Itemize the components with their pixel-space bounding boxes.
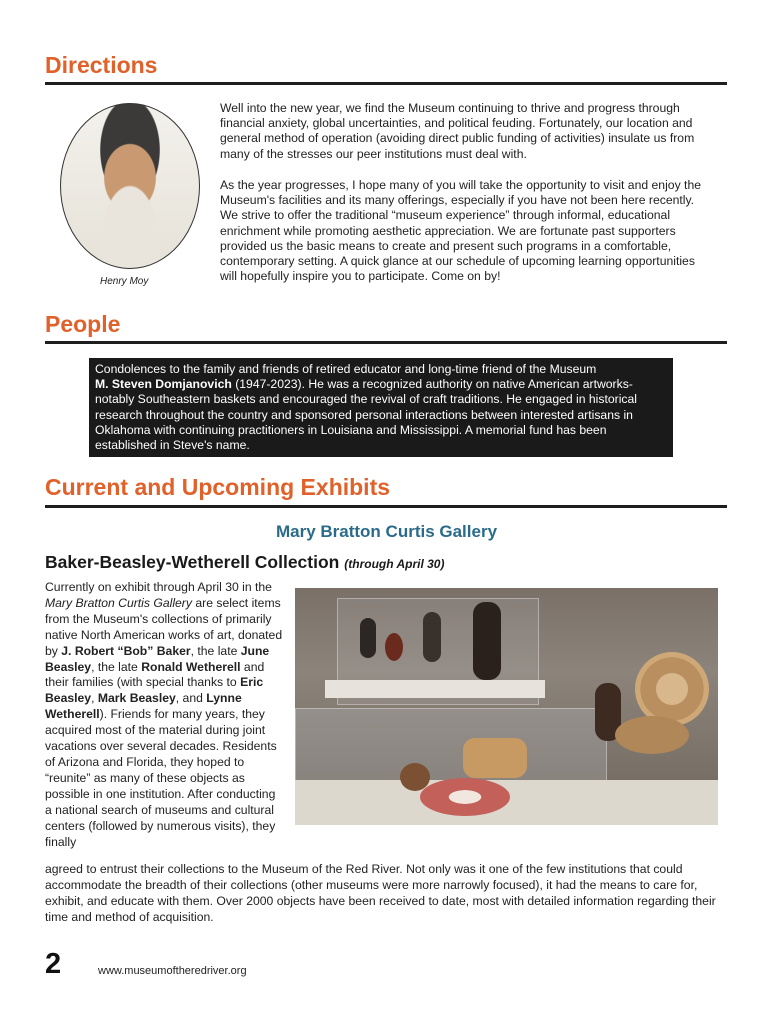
footer-url[interactable]: www.museumoftheredriver.org [98, 965, 247, 977]
portrait-photo [60, 103, 200, 269]
exhibit-photo [295, 588, 718, 825]
condolence-box [89, 358, 673, 457]
exhibit-text: , the late [190, 643, 241, 658]
thanks-name: Eric Beasley [45, 675, 264, 706]
people-heading: People [45, 311, 121, 337]
exhibit-text: and their families (with special thanks to [45, 659, 265, 690]
donor-name: Ronald Wetherell [141, 659, 241, 674]
section-rule [45, 505, 727, 508]
exhibit-text: ). Friends for many years, they acquired most of the material during joint vacations over several decades. Residents of Arizona and Florida, they hoped to “reunite” as many of these objects as possible in one institution. After conducting a national search of museums and cultural centers (followed by numerous visits), they finally [45, 707, 277, 849]
page-number: 2 [45, 948, 62, 980]
thanks-name: Mark Beasley [97, 691, 176, 706]
collection-title-text: Baker-Beasley-Wetherell Collection [45, 552, 340, 572]
exhibit-text: , the late [91, 659, 142, 674]
directions-heading: Directions [45, 52, 158, 78]
exhibit-body-column [45, 580, 285, 850]
exhibit-text: Currently on exhibit through April 30 in the [45, 580, 272, 594]
collection-dates: (through April 30) [344, 557, 445, 571]
directions-paragraph-2: As the year progresses, I hope many of you will take the opportunity to visit and enjoy the Museum's facilities and its many offerings, especially if you have not been here recently. We strive to offer the traditional “museum experience” through informal, educational enrichment while promoting aesthetic appreciation. We are fortunate past supporters provided us the basic means to create and present such programs in a comfortable, contemporary setting. A quick glance at our schedule of upcoming learning opportunities will hopefully inspire you to participate. Come on by! [220, 178, 701, 284]
mask-object [423, 612, 441, 662]
basket-object [463, 738, 527, 778]
condolence-intro: Condolences to the family and friends of retired educator and long-time friend of the Museum [95, 362, 597, 376]
collection-title [45, 552, 444, 573]
mask-object [360, 618, 376, 658]
thanks-name: Lynne Wetherell [45, 691, 242, 722]
basket-tray [635, 652, 709, 726]
gallery-name: Mary Bratton Curtis Gallery [275, 522, 498, 541]
directions-paragraph-1: Well into the new year, we find the Museum continuing to thrive and progress through financial anxiety, global uncertainties, and political feuding. Fortunately, our location and general method of operation (avoiding direct public funding of activities) insulate us from many of the stresses our peer institutions must deal with. [220, 101, 695, 161]
mask-object [385, 633, 403, 661]
exhibit-text: are select items from the Museum's collections of primarily native North American works of art, donated by [45, 595, 283, 658]
section-rule [45, 341, 727, 344]
donor-name: June Beasley [45, 643, 270, 674]
basket-object [615, 716, 689, 754]
exhibit-text: , and [175, 691, 207, 706]
exhibit-body-full: agreed to entrust their collections to the Museum of the Red River. Not only was it one of the few institutions that could accommodate the breadth of their collections (other museums were more narrowly focused), it had the means to care for, exhibit, and educate with them. Over 2000 objects have been received to date, most with detailed information regarding their time and method of acquisition. [45, 862, 716, 924]
exhibit-text: , [91, 691, 98, 706]
display-shelf [325, 680, 545, 698]
condolence-text: (1947-2023). He was a recognized authority on native American artworks-notably Southeastern baskets and encouraged the revival of craft traditions. He engaged in historical research throughout the country and sponsored personal interactions between interested artisans in Oklahoma with continuing practitioners in Louisiana and Mississippi. A memorial fund has been established in Steve's name. [95, 377, 637, 453]
donor-name: J. Robert “Bob” Baker [61, 643, 191, 658]
gallery-mention: Mary Bratton Curtis Gallery [45, 595, 192, 610]
condolence-name: M. Steven Domjanovich [95, 377, 232, 392]
pottery-bowl [420, 778, 510, 816]
exhibits-heading: Current and Upcoming Exhibits [45, 474, 391, 500]
portrait-caption: Henry Moy [100, 276, 149, 287]
section-rule [45, 82, 727, 85]
mask-object [473, 602, 501, 680]
